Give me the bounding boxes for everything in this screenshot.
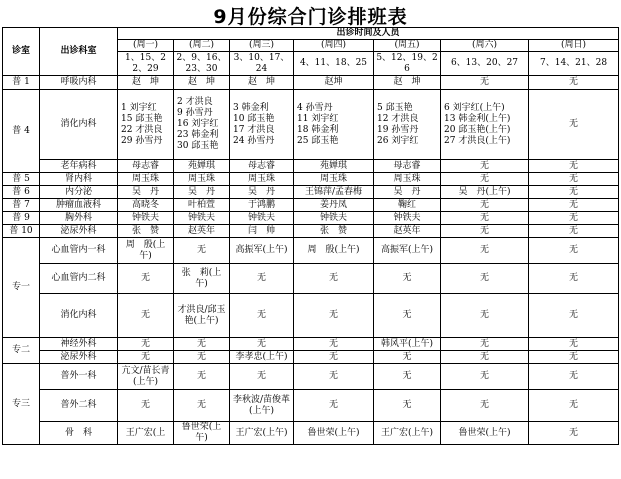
- dept-cell: 消化内科: [40, 90, 118, 160]
- schedule-cell: 无: [118, 390, 174, 422]
- schedule-cell: 赵 坤: [374, 76, 441, 90]
- schedule-cell: 无: [294, 294, 374, 338]
- schedule-cell: 鞠红: [374, 199, 441, 212]
- header-room: 诊室: [3, 28, 40, 76]
- schedule-cell: [118, 90, 174, 160]
- schedule-cell: 无: [174, 338, 230, 351]
- schedule-cell: 鲁世荣(上午): [441, 422, 529, 445]
- dept-cell: 泌尿外科: [40, 351, 118, 364]
- schedule-cell: 赵英年: [374, 225, 441, 238]
- duty-entry: 12 才洪良: [377, 113, 419, 124]
- schedule-cell: 张 赞: [294, 225, 374, 238]
- schedule-cell: 张 赞: [118, 225, 174, 238]
- schedule-cell: 母志睿: [230, 160, 294, 173]
- schedule-cell: 无: [294, 338, 374, 351]
- dept-cell: 内分泌: [40, 186, 118, 199]
- room-cell: 普 6: [3, 186, 40, 199]
- header-time-people: 出诊时间及人员: [118, 28, 619, 40]
- room-cell: 普 1: [3, 76, 40, 90]
- duty-entry: 30 邱玉艳: [177, 141, 219, 151]
- duty-entry: 10 邱玉艳: [233, 113, 275, 124]
- schedule-cell: 无: [529, 294, 619, 338]
- schedule-cell: 无: [230, 338, 294, 351]
- schedule-cell: 闫 帅: [230, 225, 294, 238]
- schedule-cell: 无: [441, 264, 529, 294]
- schedule-cell: 姜丹凤: [294, 199, 374, 212]
- room-cell: 普 4: [3, 90, 40, 173]
- schedule-cell: 无: [529, 351, 619, 364]
- schedule-cell: 无: [230, 364, 294, 390]
- duty-entry: 29 孙雪丹: [121, 135, 163, 146]
- schedule-cell: 无: [118, 294, 174, 338]
- header-day: (周四): [294, 40, 374, 52]
- schedule-cell: 吴 丹: [118, 186, 174, 199]
- schedule-table: [2, 27, 619, 445]
- room-cell: 专一: [3, 238, 40, 338]
- schedule-cell: 无: [441, 294, 529, 338]
- schedule-cell: 无: [118, 338, 174, 351]
- schedule-cell: 周玉珠: [118, 173, 174, 186]
- schedule-cell: 韩风平(上午): [374, 338, 441, 351]
- schedule-cell: 无: [174, 390, 230, 422]
- duty-entry: 26 刘宇红: [377, 135, 419, 146]
- schedule-cell: 无: [529, 212, 619, 225]
- header-dates: 2、9、16、23、30: [174, 52, 230, 76]
- schedule-cell: 周玉珠: [374, 173, 441, 186]
- schedule-cell: 无: [441, 351, 529, 364]
- schedule-cell: 李秋波/苗俊革(上午): [230, 390, 294, 422]
- schedule-cell: 高振军(上午): [374, 238, 441, 264]
- schedule-cell: 无: [441, 364, 529, 390]
- schedule-cell: 母志睿: [374, 160, 441, 173]
- schedule-cell: 无: [230, 264, 294, 294]
- schedule-cell: 鲁世荣(上午): [294, 422, 374, 445]
- schedule-cell: 周 殷(上午): [118, 238, 174, 264]
- room-cell: 普 5: [3, 173, 40, 186]
- dept-cell: 神经外科: [40, 338, 118, 351]
- header-dates: 1、15、22、29: [118, 52, 174, 76]
- schedule-cell: 无: [529, 90, 619, 160]
- dept-cell: 肿瘤血液科: [40, 199, 118, 212]
- header-day: (周六): [441, 40, 529, 52]
- schedule-cell: 无: [529, 76, 619, 90]
- schedule-cell: 张 莉(上午): [174, 264, 230, 294]
- schedule-cell: 无: [529, 225, 619, 238]
- schedule-cell: 无: [529, 264, 619, 294]
- schedule-cell: 无: [441, 238, 529, 264]
- header-dates: 4、11、18、25: [294, 52, 374, 76]
- schedule-cell: 无: [174, 238, 230, 264]
- dept-cell: 胸外科: [40, 212, 118, 225]
- dept-cell: 呼吸内科: [40, 76, 118, 90]
- schedule-cell: 无: [529, 160, 619, 173]
- schedule-cell: 无: [529, 422, 619, 445]
- schedule-cell: 无: [374, 294, 441, 338]
- dept-cell: 泌尿外科: [40, 225, 118, 238]
- schedule-cell: 无: [174, 351, 230, 364]
- schedule-cell: 钟铁夫: [118, 212, 174, 225]
- schedule-cell: 无: [529, 238, 619, 264]
- schedule-cell: 无: [441, 173, 529, 186]
- duty-entry: 19 孙雪丹: [377, 124, 419, 135]
- schedule-cell: 钟铁夫: [174, 212, 230, 225]
- duty-entry: 27 才洪良(上午): [444, 135, 511, 146]
- schedule-cell: 无: [441, 225, 529, 238]
- header-dates: 6、13、20、27: [441, 52, 529, 76]
- header-day: (周五): [374, 40, 441, 52]
- dept-cell: 老年病科: [40, 160, 118, 173]
- schedule-cell: 无: [529, 173, 619, 186]
- dept-cell: 普外二科: [40, 390, 118, 422]
- schedule-cell: 吴 丹: [374, 186, 441, 199]
- schedule-cell: 无: [529, 338, 619, 351]
- header-day: (周日): [529, 40, 619, 52]
- schedule-cell: 高振军(上午): [230, 238, 294, 264]
- schedule-cell: 钟铁夫: [294, 212, 374, 225]
- header-day: (周二): [174, 40, 230, 52]
- schedule-cell: 王广宏(上午): [374, 422, 441, 445]
- duty-entry: 24 孙雪丹: [233, 135, 275, 146]
- duty-entry: 4 孙雪丹: [297, 102, 333, 113]
- schedule-cell: [374, 90, 441, 160]
- schedule-cell: 无: [441, 160, 529, 173]
- schedule-cell: 无: [441, 338, 529, 351]
- schedule-cell: 无: [529, 186, 619, 199]
- schedule-cell: 赵坤: [294, 76, 374, 90]
- dept-cell: 心血管内一科: [40, 238, 118, 264]
- room-cell: 专三: [3, 364, 40, 445]
- dept-cell: 消化内科: [40, 294, 118, 338]
- duty-entry: 6 刘宇红(上午): [444, 102, 505, 113]
- duty-entry: 5 邱玉艳: [377, 102, 413, 113]
- schedule-cell: 母志睿: [118, 160, 174, 173]
- schedule-cell: 钟铁夫: [374, 212, 441, 225]
- schedule-cell: 赵英年: [174, 225, 230, 238]
- schedule-cell: 赵 坤: [174, 76, 230, 90]
- schedule-cell: 无: [294, 390, 374, 422]
- duty-entry: 15 邱玉艳: [121, 113, 163, 124]
- schedule-cell: 赵 坤: [118, 76, 174, 90]
- schedule-cell: 无: [294, 364, 374, 390]
- schedule-cell: 钟铁夫: [230, 212, 294, 225]
- schedule-cell: 王广宏(上: [118, 422, 174, 445]
- schedule-cell: 于鸿鹏: [230, 199, 294, 212]
- schedule-cell: 无: [118, 351, 174, 364]
- dept-cell: 普外一科: [40, 364, 118, 390]
- room-cell: 专二: [3, 338, 40, 364]
- room-cell: 普 10: [3, 225, 40, 238]
- schedule-cell: 苑婵琪: [174, 160, 230, 173]
- room-cell: 普 7: [3, 199, 40, 212]
- schedule-cell: 无: [374, 364, 441, 390]
- dept-cell: 心血管内二科: [40, 264, 118, 294]
- header-dates: 7、14、21、28: [529, 52, 619, 76]
- duty-entry: 17 才洪良: [233, 124, 275, 135]
- dept-cell: 骨 科: [40, 422, 118, 445]
- duty-entry: 1 刘宇红: [121, 102, 157, 113]
- header-dates: 5、12、19、26: [374, 52, 441, 76]
- duty-entry: 25 邱玉艳: [297, 135, 339, 146]
- duty-entry: 3 韩金利: [233, 102, 269, 113]
- schedule-cell: 周玉珠: [174, 173, 230, 186]
- schedule-cell: 赵 坤: [230, 76, 294, 90]
- duty-entry: 23 韩金利: [177, 130, 219, 140]
- schedule-cell: [441, 90, 529, 160]
- schedule-cell: 无: [441, 199, 529, 212]
- schedule-cell: 吴 丹: [230, 186, 294, 199]
- schedule-cell: 李孝忠(上午): [230, 351, 294, 364]
- header-day: (周三): [230, 40, 294, 52]
- schedule-cell: 无: [374, 390, 441, 422]
- schedule-cell: 周玉珠: [230, 173, 294, 186]
- duty-entry: 9 孙雪丹: [177, 108, 213, 118]
- schedule-cell: 才洪良/邱玉艳(上午): [174, 294, 230, 338]
- duty-entry: 2 才洪良: [177, 97, 213, 107]
- schedule-cell: [230, 90, 294, 160]
- header-dates: 3、10、17、24: [230, 52, 294, 76]
- duty-entry: 11 刘宇红: [297, 113, 339, 124]
- schedule-cell: 无: [294, 351, 374, 364]
- schedule-cell: 无: [230, 294, 294, 338]
- schedule-cell: 鲁世荣(上午): [174, 422, 230, 445]
- schedule-cell: 无: [529, 364, 619, 390]
- duty-entry: 13 韩金利(上午): [444, 113, 511, 124]
- schedule-cell: [294, 90, 374, 160]
- schedule-cell: 无: [374, 351, 441, 364]
- schedule-cell: 王锦萍/孟春梅: [294, 186, 374, 199]
- schedule-cell: 无: [529, 390, 619, 422]
- schedule-cell: 苑婵琪: [294, 160, 374, 173]
- schedule-cell: 无: [374, 264, 441, 294]
- schedule-cell: 周玉珠: [294, 173, 374, 186]
- page-title: 9月份综合门诊排班表: [213, 6, 408, 28]
- schedule-cell: 无: [118, 264, 174, 294]
- room-cell: 普 9: [3, 212, 40, 225]
- schedule-cell: [174, 90, 230, 160]
- schedule-cell: 无: [441, 212, 529, 225]
- duty-entry: 16 刘宇红: [177, 119, 219, 129]
- schedule-cell: 叶柏萱: [174, 199, 230, 212]
- schedule-cell: 无: [294, 264, 374, 294]
- header-dept: 出诊科室: [40, 28, 118, 76]
- duty-entry: 22 才洪良: [121, 124, 163, 135]
- schedule-cell: 无: [441, 390, 529, 422]
- schedule-cell: 亢文/苗长青(上午): [118, 364, 174, 390]
- schedule-cell: 无: [529, 199, 619, 212]
- duty-entry: 18 韩金利: [297, 124, 339, 135]
- schedule-cell: 周 殷(上午): [294, 238, 374, 264]
- schedule-cell: 王广宏(上午): [230, 422, 294, 445]
- schedule-cell: 高晓冬: [118, 199, 174, 212]
- schedule-cell: 无: [174, 364, 230, 390]
- duty-entry: 20 邱玉艳(上午): [444, 124, 511, 135]
- schedule-cell: 无: [441, 76, 529, 90]
- header-day: (周一): [118, 40, 174, 52]
- schedule-cell: 吴 丹(上午): [441, 186, 529, 199]
- dept-cell: 肾内科: [40, 173, 118, 186]
- schedule-cell: 吴 丹: [174, 186, 230, 199]
